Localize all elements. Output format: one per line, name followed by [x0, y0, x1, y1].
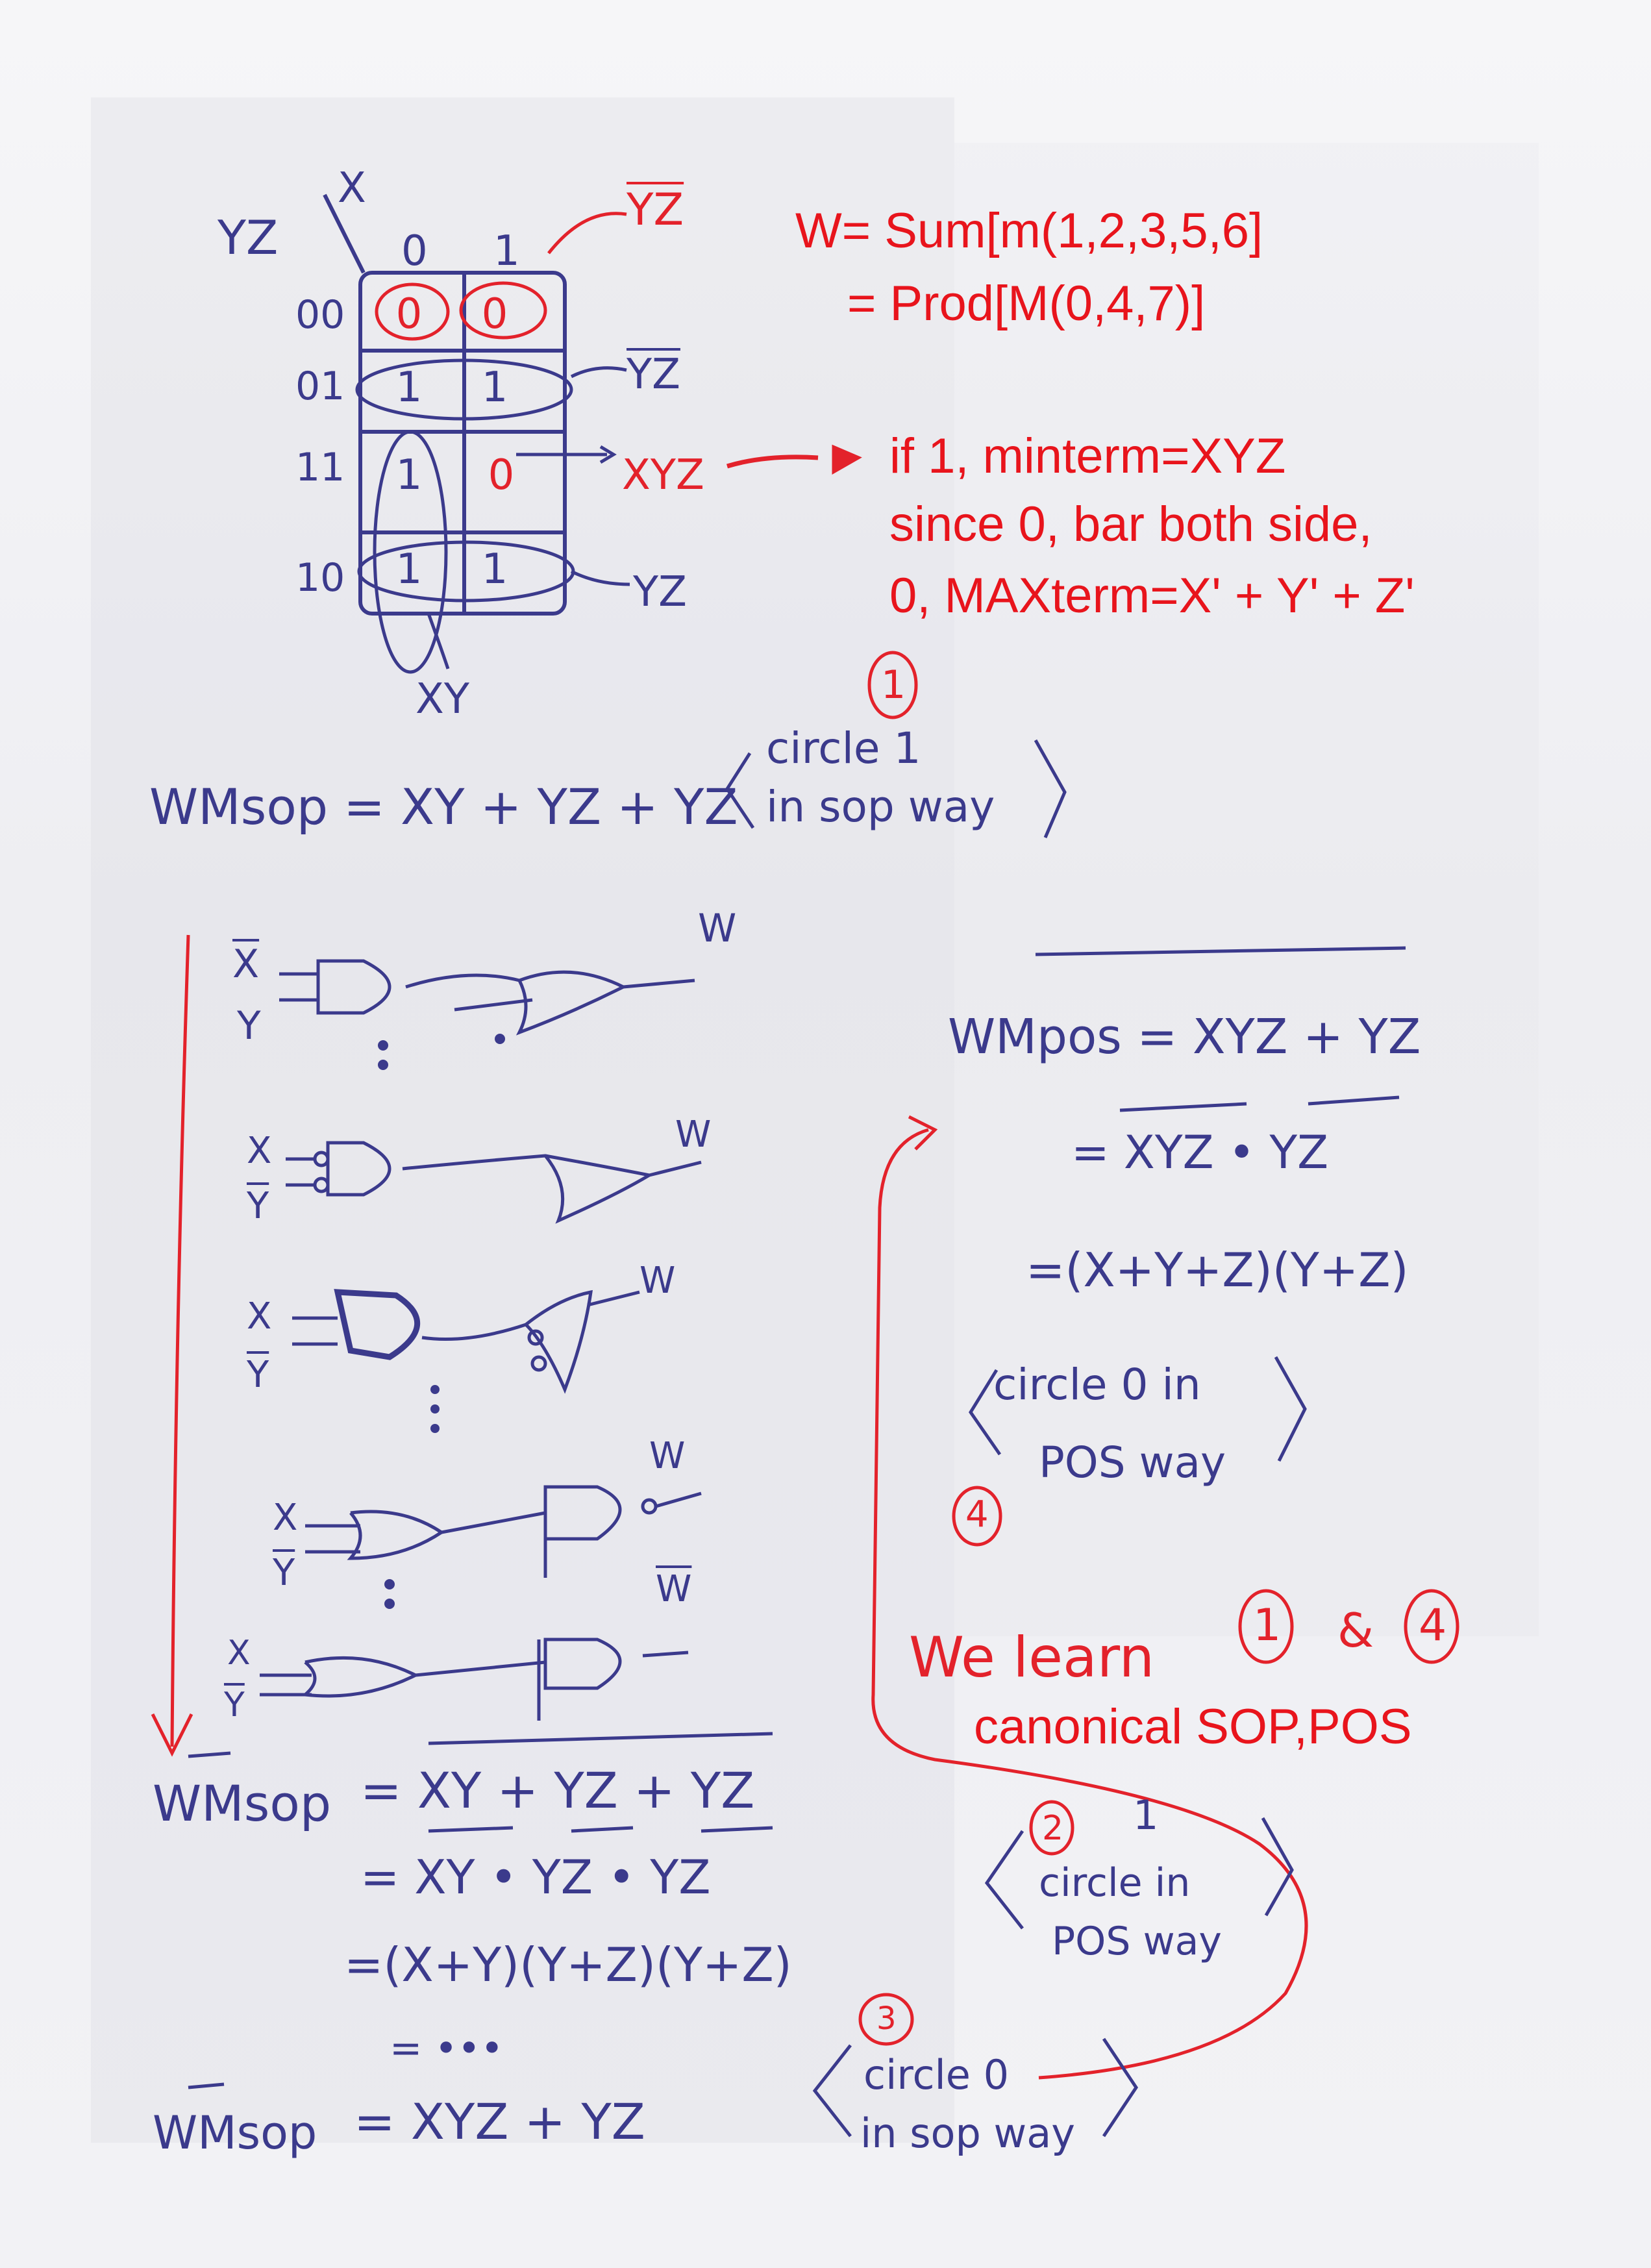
gate4-input-x: X: [273, 1497, 298, 1539]
learn-num-1: 1: [1253, 1600, 1282, 1651]
sop-step-number: 1: [881, 662, 906, 708]
wbar-note2-line2: POS way: [1052, 1919, 1222, 1964]
wbar-line3: =(X+Y)(Y+Z)(Y+Z): [344, 1938, 792, 1992]
wbar-note3-num: 3: [876, 2000, 897, 2037]
pos-step-number: 4: [965, 1493, 989, 1536]
red-arrow: [727, 448, 857, 471]
gate4-output: W: [649, 1435, 686, 1477]
gate3-input-x: X: [247, 1295, 272, 1338]
pos-line1: WMpos = XYZ + YZ: [948, 1009, 1421, 1065]
sop-note-line2: in sop way: [766, 782, 995, 832]
kmap-col-header-0: 0: [401, 227, 428, 275]
kmap-row-header-01: 01: [295, 364, 345, 409]
gate1-input-x: $\overline{X}$: [232, 941, 260, 987]
kmap-row-header-00: 00: [295, 292, 345, 338]
learn-amp: &: [1337, 1603, 1374, 1658]
wbar-line5-rhs: = XYZ + YZ: [354, 2093, 645, 2150]
wbar-note3-line2: in sop way: [860, 2110, 1075, 2157]
kmap-label-top: $\overline{YZ}$: [627, 184, 684, 236]
wbar-note2-one: 1: [1133, 1791, 1159, 1839]
learn-text: We learn: [909, 1625, 1155, 1690]
kmap-cell-00-1: 0: [481, 290, 508, 338]
kmap-cell-11-1: 0: [488, 451, 515, 499]
gate1-output: W: [698, 906, 737, 951]
gate2-input-x: X: [247, 1130, 272, 1172]
kmap-blue-loops: [357, 360, 630, 672]
kmap-label-bottom: XY: [416, 675, 469, 723]
kmap-row-header-10: 10: [295, 555, 345, 601]
typed-canonical: canonical SOP,POS: [974, 1699, 1412, 1754]
kmap-cell-00-0: 0: [395, 290, 423, 338]
typed-maxterm: 0, MAXterm=X' + Y' + Z': [889, 568, 1415, 623]
typed-sum: W= Sum[m(1,2,3,5,6]: [795, 203, 1263, 258]
kmap-cell-01-0: 1: [395, 364, 423, 412]
pos-note-line2: POS way: [1039, 1438, 1226, 1488]
kmap-col-header-1: 1: [493, 227, 520, 275]
wbar-line5-label: WMsop: [153, 2106, 317, 2160]
gate3-input-y: $\overline{Y}$: [247, 1354, 269, 1396]
gate3-output: W: [639, 1260, 676, 1302]
gate-diagrams: [260, 961, 701, 1721]
kmap-label-row10: YZ: [633, 568, 687, 616]
gate1-input-y: Y: [237, 1003, 261, 1049]
wbar-line4: = •••: [390, 2026, 504, 2071]
kmap-red-circles: [377, 214, 627, 339]
learn-num-4: 4: [1419, 1600, 1447, 1651]
sop-expression: WMsop = XY + YZ + YZ: [149, 778, 738, 836]
kmap-cell-01-1: 1: [481, 364, 508, 412]
kmap-cell-10-0: 1: [395, 545, 423, 593]
wbar-line1-label: WMsop: [153, 1775, 332, 1832]
pos-note-line1: circle 0 in: [993, 1360, 1201, 1410]
typed-prod: = Prod[M(0,4,7)]: [847, 276, 1206, 331]
wbar-line2: = XY • YZ • YZ: [360, 1850, 711, 1904]
pos-line2: = XYZ • YZ: [1071, 1126, 1329, 1179]
kmap-row-var: YZ: [217, 210, 279, 265]
left-red-arrow: [153, 935, 192, 1753]
typed-minterm: if 1, minterm=XYZ: [889, 429, 1286, 484]
kmap-cell-11-0: 1: [395, 451, 423, 499]
wbar-line1-rhs: = XY + YZ + YZ: [360, 1762, 755, 1819]
wbar-note2-line1: circle in: [1039, 1860, 1191, 1906]
gate2-input-y: $\overline{Y}$: [247, 1185, 269, 1227]
kmap-label-row11: XYZ: [622, 451, 704, 499]
kmap-row-header-11: 11: [295, 445, 345, 490]
gate4-input-y: $\overline{Y}$: [273, 1552, 295, 1594]
wbar-note2-num: 2: [1042, 1809, 1064, 1848]
pos-line3: =(X+Y+Z)(Y+Z): [1026, 1243, 1409, 1297]
kmap-label-row01: $\overline{YZ}$: [627, 351, 680, 399]
sop-note-line1: circle 1: [766, 723, 921, 773]
kmap-cell-10-1: 1: [481, 545, 508, 593]
gate4-output-bar: $\overline{W}$: [656, 1568, 692, 1610]
typed-bar-both: since 0, bar both side,: [889, 497, 1372, 552]
gate5-input-x: X: [227, 1634, 251, 1673]
gate2-output: W: [675, 1114, 712, 1156]
gate5-input-y: $\overline{Y}$: [224, 1686, 245, 1725]
kmap-col-var: X: [338, 164, 366, 212]
wbar-note3-line1: circle 0: [863, 2051, 1010, 2099]
